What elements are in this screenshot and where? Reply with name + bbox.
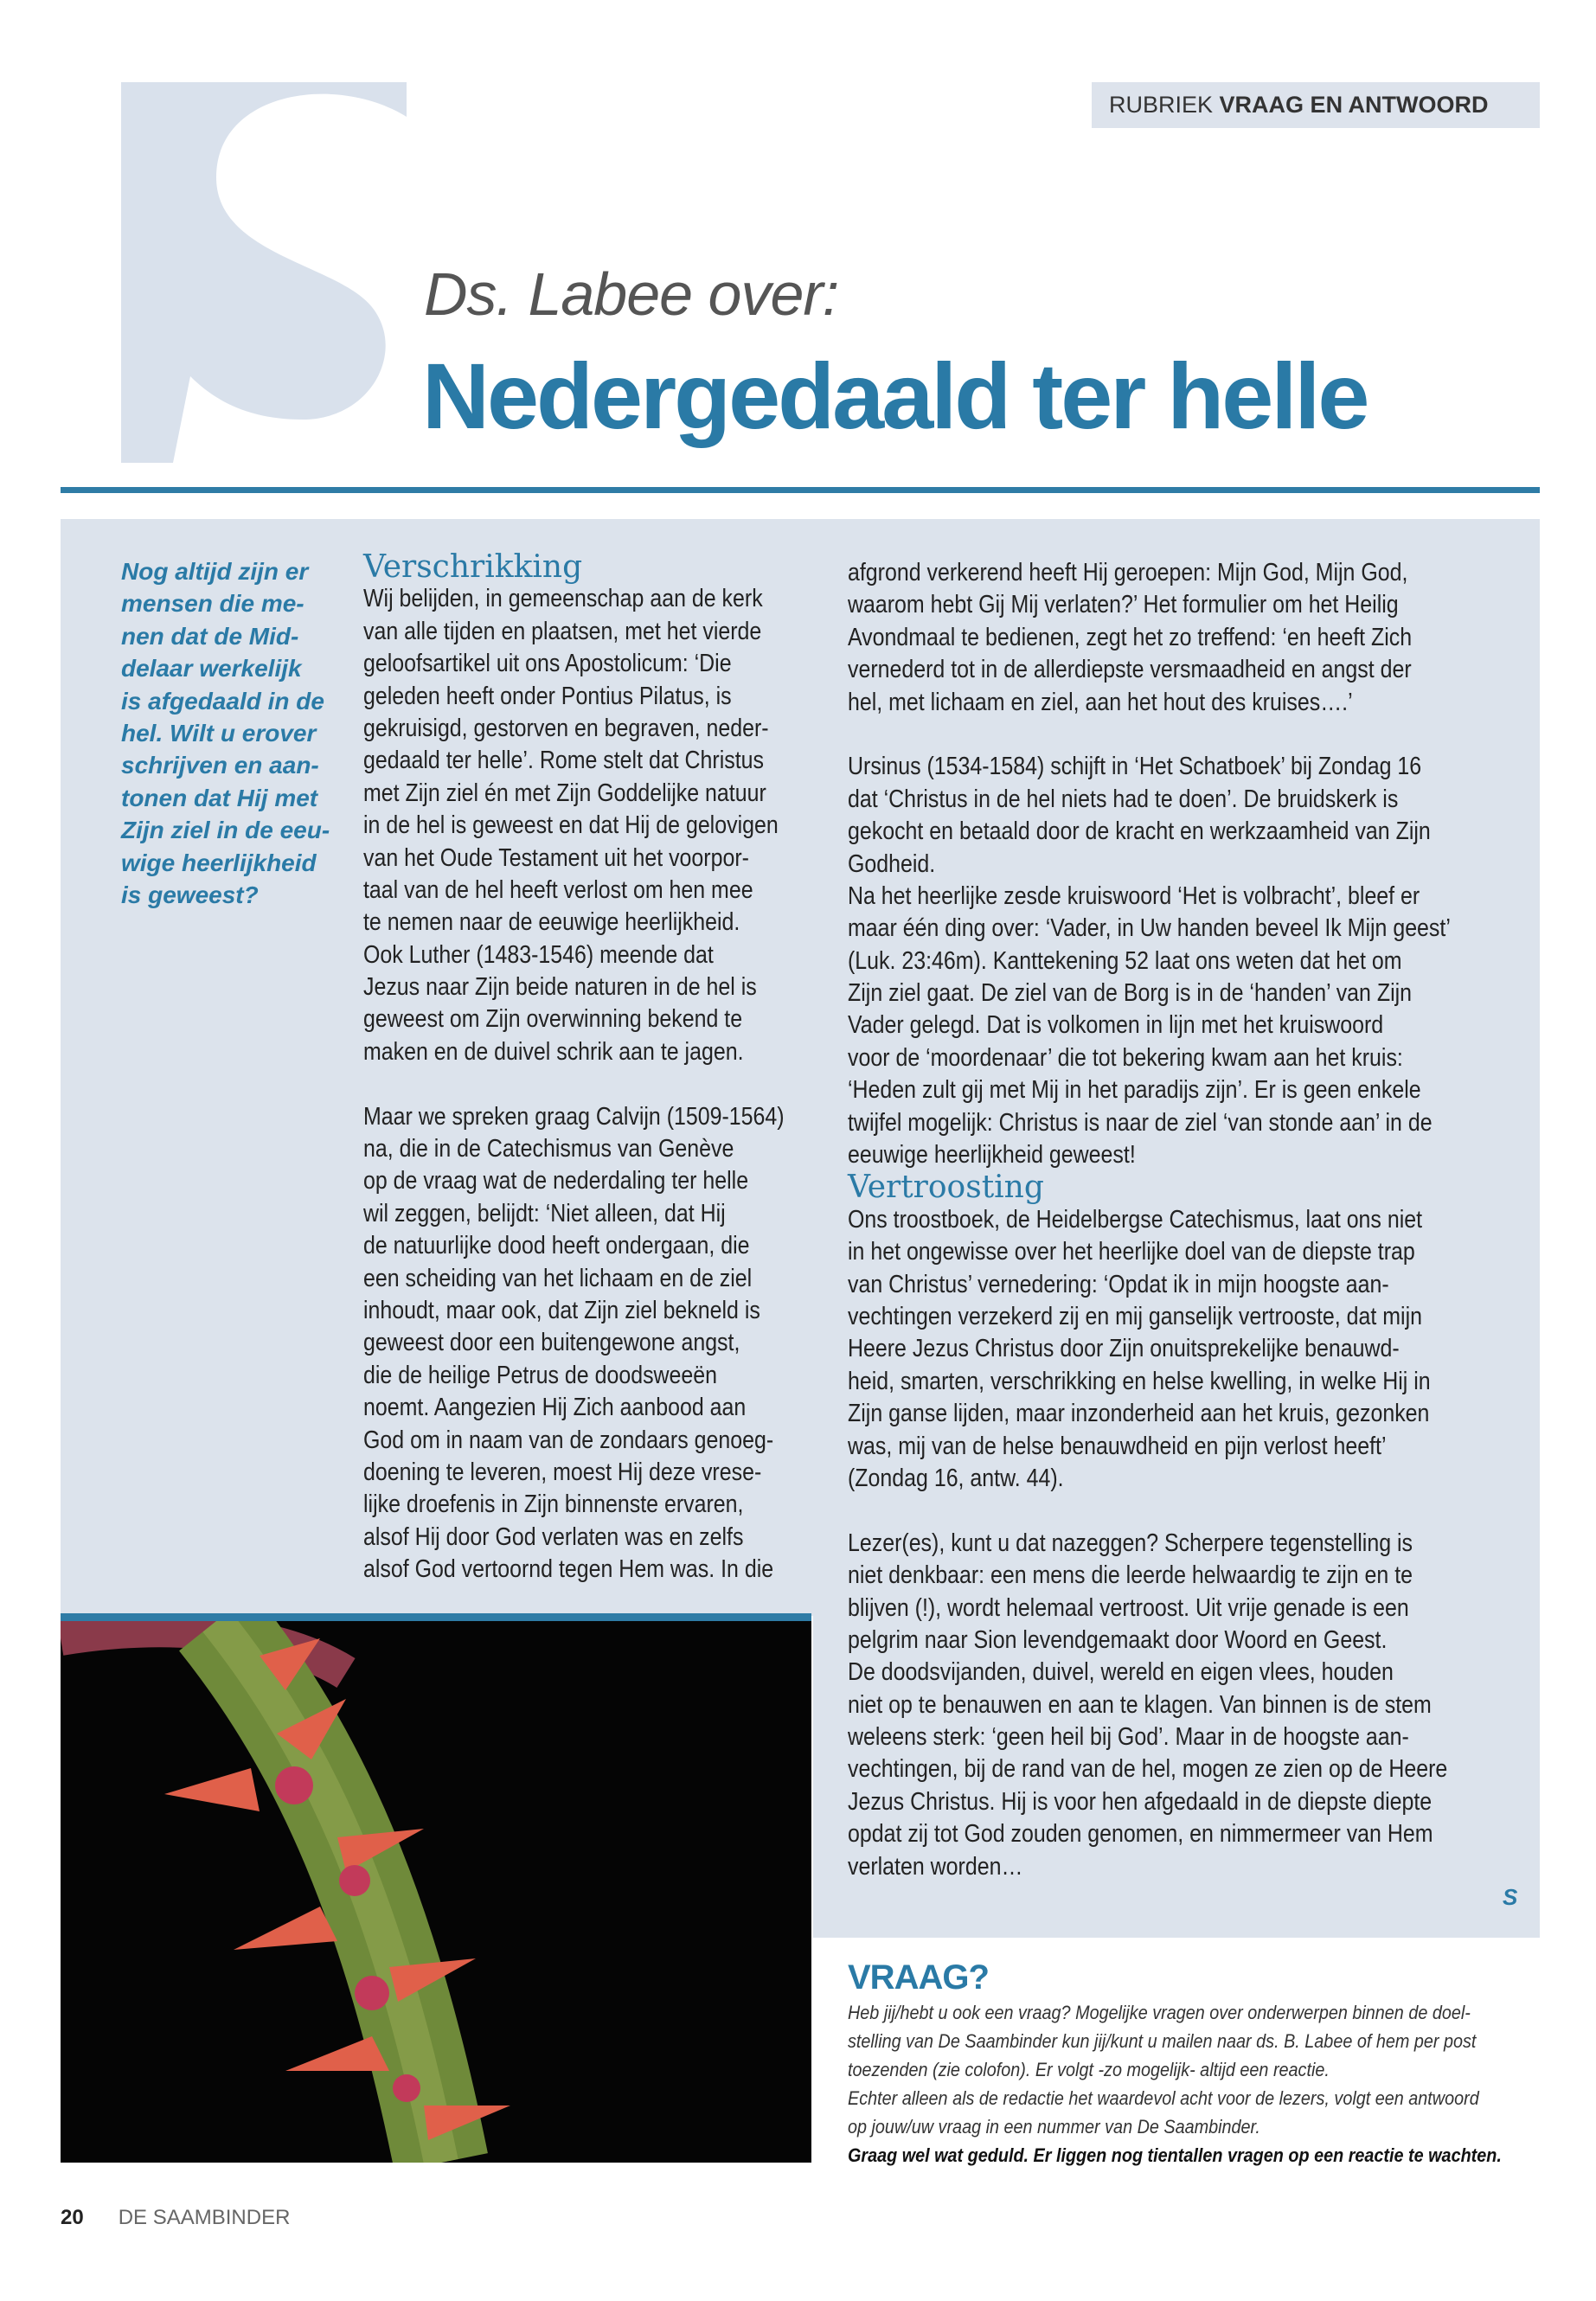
quote-line: tonen dat Hij met [121, 784, 318, 811]
text-line: wil zeggen, belijdt: ‘Niet alleen, dat Hij [363, 1199, 726, 1227]
text-line: Vader gelegd. Dat is volkomen in lijn met het kruiswoord [848, 1011, 1384, 1040]
page-footer [61, 2206, 290, 2230]
text-line: alsof God vertoornd tegen Hem was. In die [363, 1555, 774, 1584]
text-line: maken en de duivel schrik aan te jagen. [363, 1037, 744, 1066]
text-line: geweest om Zijn overwinning bekend te [363, 1005, 743, 1034]
article-kicker: Ds. Labee over: [424, 260, 839, 328]
text-line: in de hel is geweest en dat Hij de gelovigen [363, 811, 779, 840]
text-line: (Zondag 16, antw. 44). [848, 1464, 1064, 1492]
quote-line: schrijven en aan- [121, 752, 319, 779]
text-line: doening te leveren, moest Hij deze vrese- [363, 1458, 762, 1486]
text-line: van Christus’ vernedering: ‘Opdat ik in mijn hoogste aan- [848, 1270, 1389, 1298]
quote-line: nen dat de Mid- [121, 622, 299, 650]
paragraph-gap [848, 1495, 1531, 1527]
sidebar-quote [121, 555, 346, 911]
end-mark-logo: S [1503, 1884, 1518, 1910]
page-number: 20 [61, 2206, 84, 2229]
question-text-line: stelling van De Saambinder kun jij/kunt u mailen naar ds. B. Labee of hem per post [848, 2030, 1477, 2052]
text-line: vernederd tot in de allerdiepste versmaadheid en angst der [848, 656, 1412, 684]
text-line: weleens sterk: ‘geen heil bij God’. Maar in de hoogste aan- [848, 1723, 1409, 1752]
magazine-name: DE SAAMBINDER [118, 2206, 291, 2229]
text-line: twijfel mogelijk: Christus is naar de ziel ‘van stonde aan’ in de [848, 1108, 1433, 1137]
text-line: inhoudt, maar ook, dat Zijn ziel bekneld is [363, 1296, 760, 1324]
text-line: gekruisigd, gestorven en begraven, neder- [363, 714, 769, 742]
text-line: hel, met lichaam en ziel, aan het hout des kruises….’ [848, 688, 1353, 716]
text-line: de natuurlijke dood heeft ondergaan, die [363, 1232, 750, 1260]
text-line: voor de ‘moordenaar’ die tot bekering kwam aan het kruis: [848, 1043, 1403, 1072]
text-line: waarom hebt Gij Mij verlaten?’ Het formulier om het Heilig [848, 591, 1399, 619]
article-column-1 [363, 551, 813, 1586]
question-text-line: Echter alleen als de redactie het waardevol acht voor de lezers, volgt een antwoord [848, 2087, 1479, 2109]
text-line: met Zijn ziel én met Zijn Goddelijke natuur [363, 779, 766, 807]
text-line: in het ongewisse over het heerlijke doel van de diepste trap [848, 1238, 1415, 1266]
text-line: een scheiding van het lichaam en de ziel [363, 1264, 753, 1292]
article-title: Nedergedaald ter helle [422, 343, 1368, 448]
text-line: De doodsvijanden, duivel, wereld en eigen vlees, houden [848, 1658, 1394, 1687]
text-line: Wij belijden, in gemeenschap aan de kerk [363, 585, 763, 613]
text-line: ‘Heden zult gij met Mij in het paradijs zijn’. Er is geen enkele [848, 1076, 1421, 1105]
text-line: geleden heeft onder Pontius Pilatus, is [363, 682, 732, 710]
quote-line: Zijn ziel in de eeu- [121, 817, 330, 844]
quote-line: Nog altijd zijn er [121, 558, 309, 585]
text-line: vechtingen, bij de rand van de hel, mogen ze zien op de Heere [848, 1755, 1448, 1784]
text-line: Na het heerlijke zesde kruiswoord ‘Het is volbracht’, bleef er [848, 881, 1420, 910]
text-line: Godheid. [848, 849, 936, 878]
text-line: noemt. Aangezien Hij Zich aanbood aan [363, 1394, 747, 1422]
rubriek-prefix: RUBRIEK [1109, 92, 1214, 118]
text-line: opdat zij tot God zouden genomen, en nimmermeer van Hem [848, 1820, 1433, 1849]
text-line: Zijn ganse lijden, maar inzonderheid aan het kruis, gezonken [848, 1400, 1430, 1428]
text-line: op de vraag wat de nederdaling ter helle [363, 1167, 749, 1195]
text-line: blijven (!), wordt helemaal vertroost. Uit vrije genade is een [848, 1593, 1409, 1622]
rose-stem-photo [61, 1613, 811, 2163]
text-line: die de heilige Petrus de doodsweeën [363, 1361, 718, 1389]
question-text-line: toezenden (zie colofon). Er volgt -zo mogelijk- altijd een reactie. [848, 2059, 1330, 2080]
quote-line: wige heerlijkheid [121, 849, 317, 876]
text-line: was, mij van de helse benauwdheid en pijn verlost heeft’ [848, 1432, 1387, 1460]
paragraph-gap [363, 1068, 813, 1100]
text-line: Zijn ziel gaat. De ziel van de Borg is in de ‘handen’ van Zijn [848, 979, 1413, 1008]
section-label [1092, 82, 1540, 128]
article-column-2 [848, 557, 1531, 1883]
text-line: geloofsartikel uit ons Apostolicum: ‘Die [363, 650, 732, 678]
quote-line: is afgedaald in de [121, 687, 324, 715]
title-divider [61, 487, 1540, 493]
quote-line: hel. Wilt u erover [121, 720, 317, 747]
text-line: Ook Luther (1483-1546) meende dat [363, 940, 714, 969]
text-line: niet denkbaar: een mens die leerde helwaardig te zijn en te [848, 1561, 1413, 1590]
text-line: Lezer(es), kunt u dat nazeggen? Scherpere tegenstelling is [848, 1529, 1413, 1557]
text-line: heid, smarten, verschrikking en helse kwelling, in welke Hij in [848, 1367, 1431, 1395]
text-line: vechtingen verzekerd zij en mij ganselijk vertrooste, dat mijn [848, 1302, 1422, 1330]
question-text-line: op jouw/uw vraag in een nummer van De Saambinder. [848, 2116, 1260, 2138]
text-line: van het Oude Testament uit het voorpor- [363, 843, 749, 872]
text-line: Avondmaal te bedienen, zegt het zo treffend: ‘en heeft Zich [848, 623, 1413, 651]
text-line: niet op te benauwen en aan te klagen. Van binnen is de stem [848, 1690, 1432, 1719]
rubriek-name: VRAAG EN ANTWOORD [1219, 92, 1489, 118]
text-line: taal van de hel heeft verlost om hen mee [363, 875, 753, 904]
quote-line: mensen die me- [121, 590, 304, 618]
text-line: maar één ding over: ‘Vader, in Uw handen beveel Ik Mijn geest’ [848, 914, 1451, 943]
text-line: eeuwige heerlijkheid geweest! [848, 1141, 1136, 1170]
text-line: Ons troostboek, de Heidelbergse Catechismus, laat ons niet [848, 1205, 1423, 1234]
text-line: verlaten worden… [848, 1852, 1023, 1881]
text-line: dat ‘Christus in de hel niets had te doen’. De bruidskerk is [848, 785, 1399, 813]
text-line: Maar we spreken graag Calvijn (1509-1564) [363, 1102, 785, 1131]
quote-line: delaar werkelijk [121, 655, 302, 683]
section-heading: Vertroosting [848, 1170, 1044, 1206]
text-line: afgrond verkerend heeft Hij geroepen: Mijn God, Mijn God, [848, 559, 1408, 586]
question-text-line: Heb jij/hebt u ook een vraag? Mogelijke vragen over onderwerpen binnen de doel- [848, 2002, 1471, 2023]
text-line: Jezus naar Zijn beide naturen in de hel is [363, 973, 757, 1002]
section-heading: Verschrikking [363, 549, 583, 585]
text-line: na, die in de Catechismus van Genève [363, 1135, 734, 1163]
text-line: te nemen naar de eeuwige heerlijkheid. [363, 908, 740, 937]
paragraph-gap [848, 719, 1531, 751]
text-line: pelgrim naar Sion levendgemaakt door Woord en Geest. [848, 1625, 1388, 1654]
text-line: geweest door een buitengewone angst, [363, 1329, 740, 1357]
text-line: Heere Jezus Christus door Zijn onuitsprekelijke benauwd- [848, 1335, 1400, 1363]
text-line: lijke droefenis in Zijn binnenste ervaren, [363, 1490, 744, 1519]
text-line: Ursinus (1534-1584) schijft in ‘Het Schatboek’ bij Zondag 16 [848, 753, 1422, 781]
thorn-stem-illustration [61, 1621, 811, 2163]
text-line: God om in naam van de zondaars genoeg- [363, 1426, 774, 1454]
text-line: Jezus Christus. Hij is voor hen afgedaald in de diepste diepte [848, 1787, 1433, 1816]
text-line: gedaald ter helle’. Rome stelt dat Christus [363, 747, 765, 775]
text-line: (Luk. 23:46m). Kanttekening 52 laat ons weten dat het om [848, 946, 1402, 975]
question-box [848, 1957, 1540, 2170]
quote-line: is geweest? [121, 881, 259, 909]
text-line: gekocht en betaald door de kracht en werkzaamheid van Zijn [848, 817, 1431, 846]
text-line: alsof Hij door God verlaten was en zelfs [363, 1522, 744, 1551]
question-note: Graag wel wat geduld. Er liggen nog tientallen vragen op een reactie te wachten. [848, 2144, 1502, 2166]
question-title: VRAAG? [848, 1958, 989, 1997]
text-line: van alle tijden en plaatsen, met het vierde [363, 617, 762, 645]
